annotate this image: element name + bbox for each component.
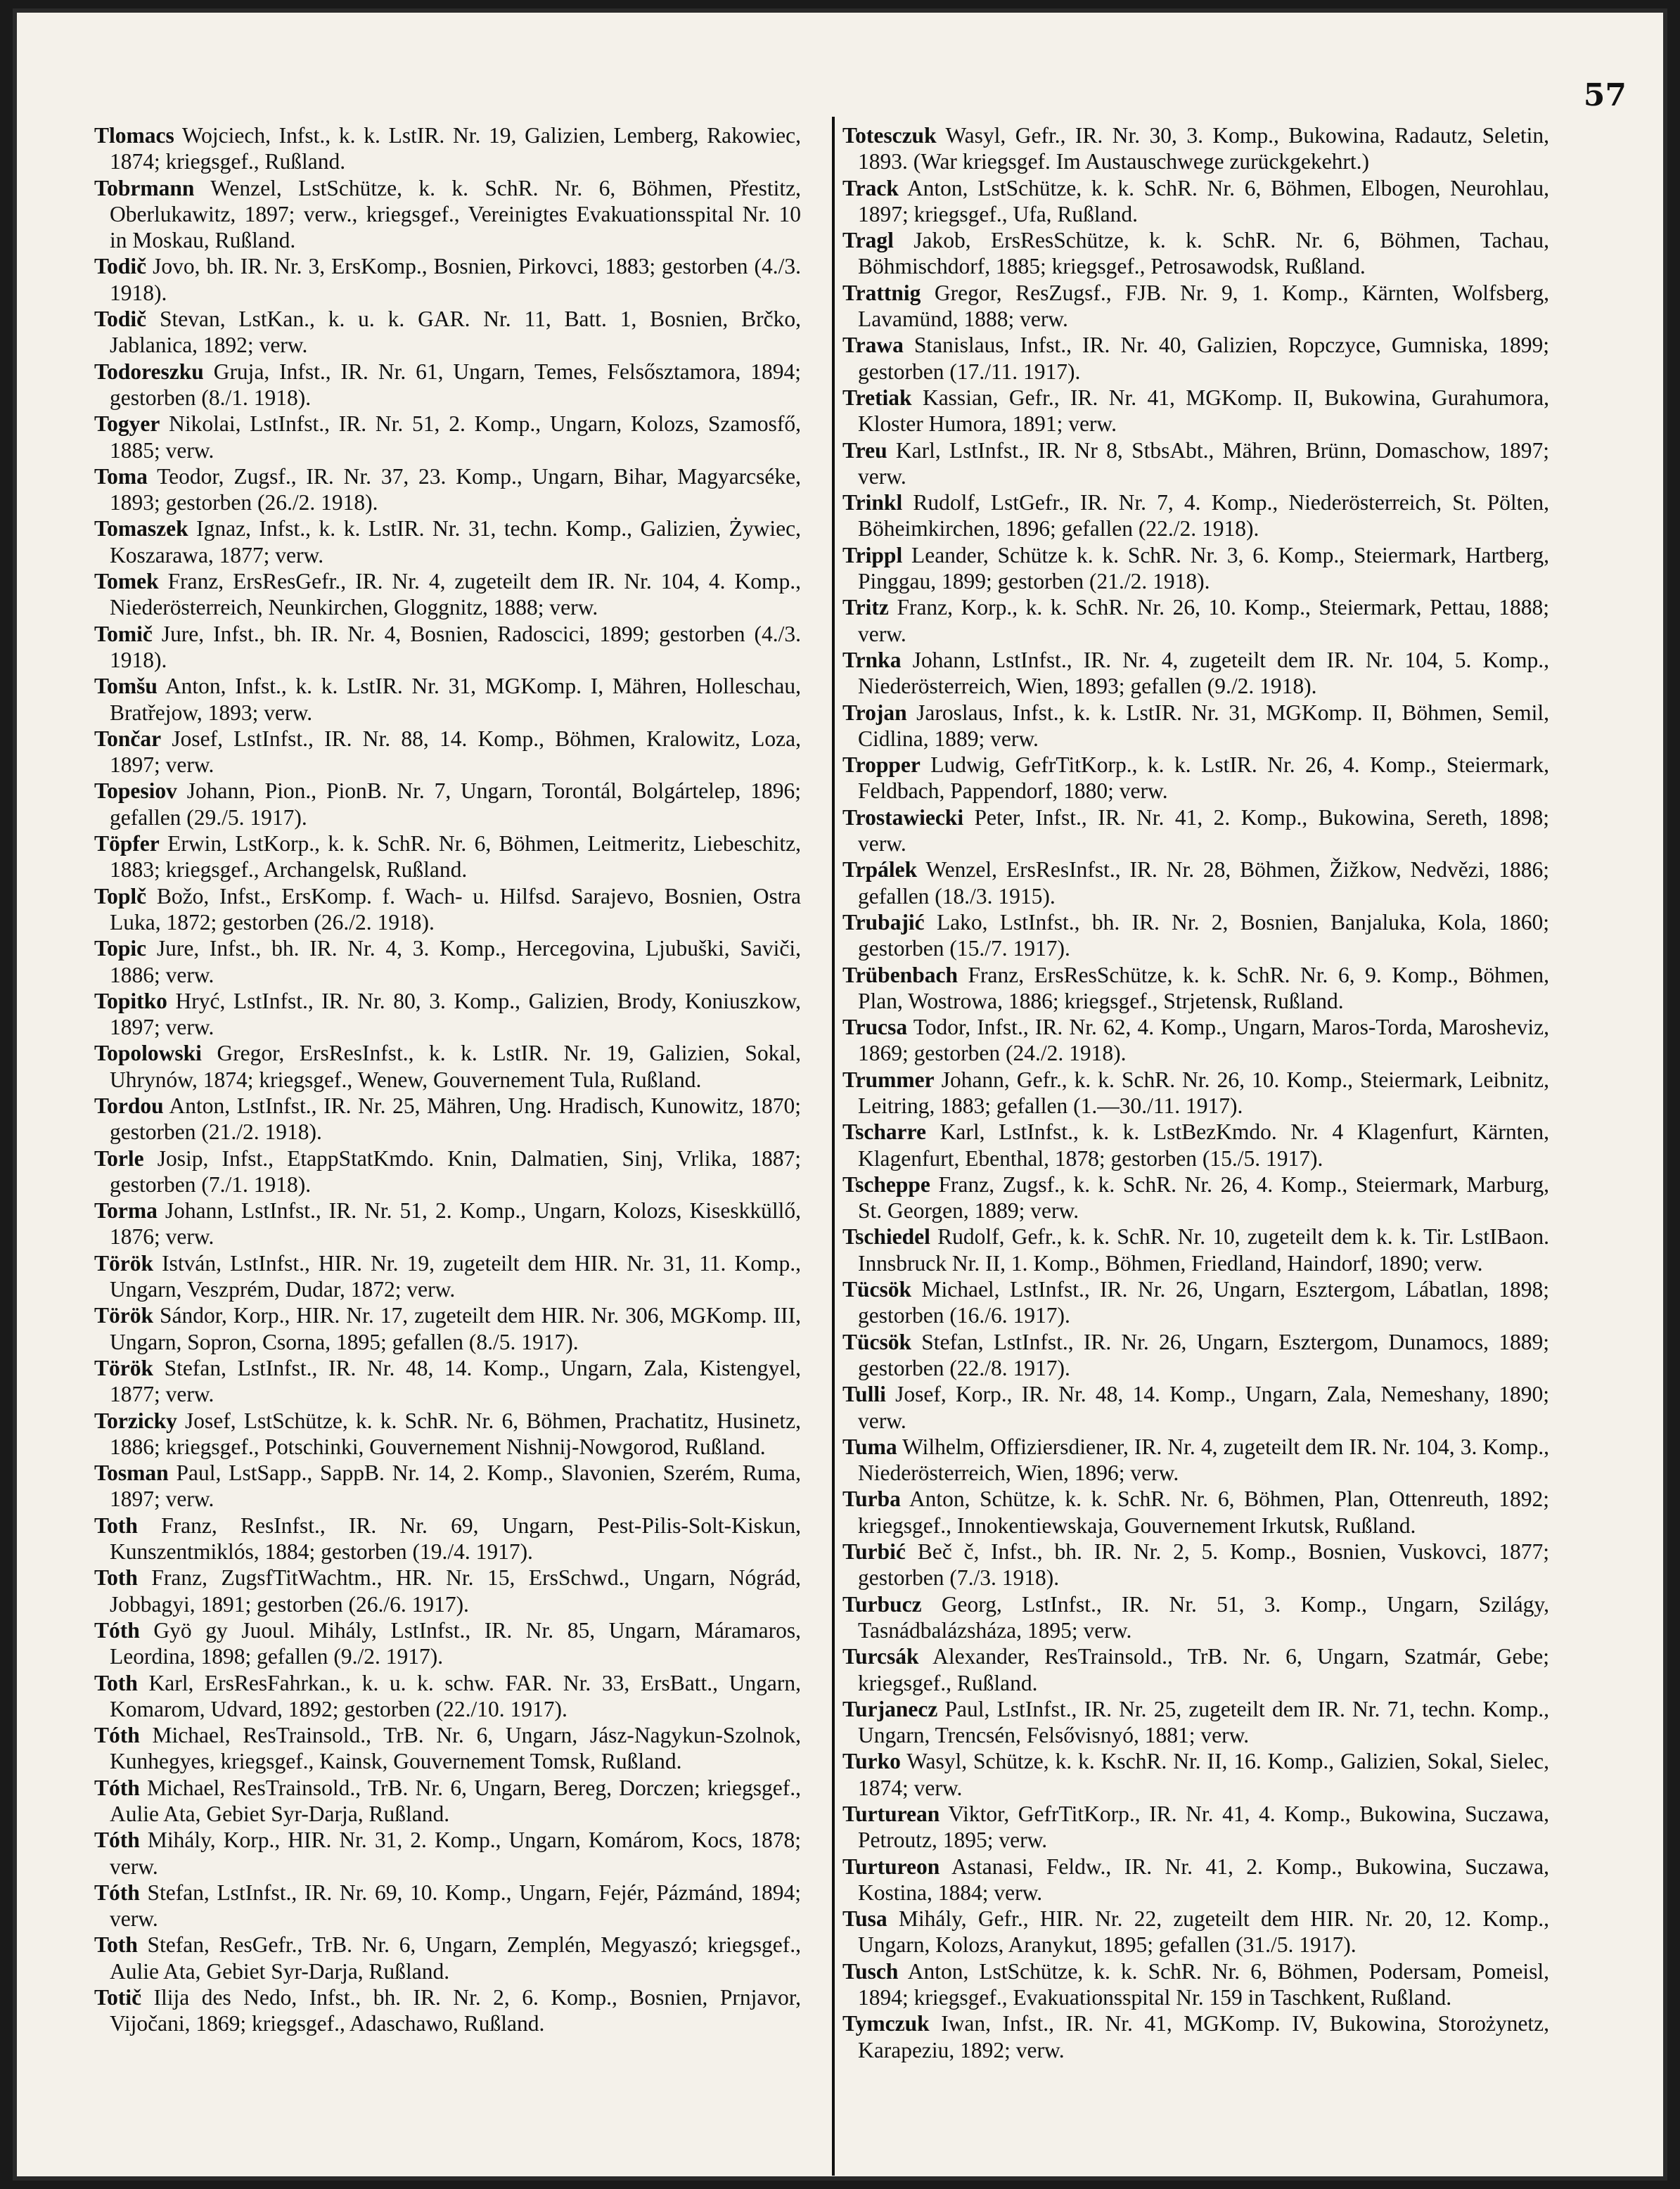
list-entry xyxy=(842,1539,1549,1591)
list-entry xyxy=(94,411,801,463)
entry-surname: Toma xyxy=(94,463,148,489)
list-entry xyxy=(94,1932,801,1984)
list-entry xyxy=(842,1329,1549,1382)
entry-details: Gruja, Infst., IR. Nr. 61, Ungarn, Temes, Felsősztamora, 1894; gestorben (8./1. 1918). xyxy=(110,359,801,410)
entry-surname: Togyer xyxy=(94,411,160,437)
list-entry xyxy=(842,700,1549,752)
entry-surname: Toth xyxy=(94,1932,138,1958)
entry-details: Gregor, ErsResInfst., k. k. LstIR. Nr. 19, Galizien, Sokal, Uhrynów, 1874; kriegsgef., Wenew, Gouvernement Tula, Rußland. xyxy=(110,1041,801,1092)
entry-surname: Todič xyxy=(94,254,147,279)
list-entry xyxy=(94,1670,801,1723)
list-entry xyxy=(94,621,801,674)
list-entry xyxy=(94,359,801,411)
list-entry xyxy=(842,1906,1549,1958)
entry-details: Ludwig, GefrTitKorp., k. k. LstIR. Nr. 26, 4. Komp., Steiermark, Feldbach, Pappendorf, 1880; verw. xyxy=(858,752,1549,804)
entry-surname: Tymczuk xyxy=(842,2011,930,2036)
entry-details: Viktor, GefrTitKorp., IR. Nr. 41, 4. Komp., Bukowina, Suczawa, Petroutz, 1895; verw. xyxy=(858,1802,1549,1853)
entry-surname: Tomšu xyxy=(94,674,158,699)
entry-details: Sándor, Korp., HIR. Nr. 17, zugeteilt dem HIR. Nr. 306, MGKomp. III, Ungarn, Sopron, Csorna, 1895; gefallen (8./5. 1917). xyxy=(110,1303,801,1354)
list-entry xyxy=(94,1408,801,1461)
list-entry xyxy=(94,175,801,254)
entry-details: Jure, Infst., bh. IR. Nr. 4, Bosnien, Radoscici, 1899; gestorben (4./3. 1918). xyxy=(110,621,801,672)
entry-details: Stefan, ResGefr., TrB. Nr. 6, Ungarn, Zemplén, Megyaszó; kriegsgef., Aulie Ata, Gebiet Syr-Darja, Rußland. xyxy=(110,1932,801,1984)
entry-details: Franz, ZugsfTitWachtm., HR. Nr. 15, ErsSchwd., Ungarn, Nógrád, Jobbagyi, 1891; gestorben (26./6. 1917). xyxy=(110,1565,801,1617)
entry-surname: Turtureon xyxy=(842,1854,940,1879)
list-entry xyxy=(94,988,801,1041)
entry-surname: Toplč xyxy=(94,883,147,909)
entry-details: Nikolai, LstInfst., IR. Nr. 51, 2. Komp., Ungarn, Kolozs, Szamosfő, 1885; verw. xyxy=(110,411,801,463)
entry-details: Rudolf, Gefr., k. k. SchR. Nr. 10, zugeteilt dem k. k. Tir. LstIBaon. Innsbruck Nr. II, 1. Komp., Böhmen, Friedland, Haindorf, 1890; verw. xyxy=(858,1224,1549,1276)
entry-details: Johann, LstInfst., IR. Nr. 51, 2. Komp., Ungarn, Kolozs, Kiseskküllő, 1876; verw. xyxy=(110,1198,801,1250)
entry-details: Josef, LstInfst., IR. Nr. 88, 14. Komp., Böhmen, Kralowitz, Loza, 1897; verw. xyxy=(110,726,801,778)
entry-details: Jure, Infst., bh. IR. Nr. 4, 3. Komp., Hercegovina, Ljubuški, Saviči, 1886; verw. xyxy=(110,936,801,987)
entry-surname: Trpálek xyxy=(842,857,918,882)
list-entry xyxy=(94,1565,801,1617)
entry-details: Rudolf, LstGefr., IR. Nr. 7, 4. Komp., Niederösterreich, St. Pölten, Böheimkirchen, 1896; gefallen (22./2. 1918). xyxy=(858,490,1549,541)
entry-surname: Tusa xyxy=(842,1906,887,1932)
entry-surname: Turcsák xyxy=(842,1644,919,1669)
list-entry xyxy=(842,280,1549,333)
entry-details: Stefan, LstInfst., IR. Nr. 48, 14. Komp., Ungarn, Zala, Kistengyel, 1877; verw. xyxy=(110,1355,801,1407)
document-page xyxy=(13,8,1667,2181)
entry-surname: Trucsa xyxy=(842,1015,908,1040)
entry-surname: Torle xyxy=(94,1145,144,1171)
entry-surname: Trnka xyxy=(842,647,902,672)
entry-details: Franz, ErsResGefr., IR. Nr. 4, zugeteilt dem IR. Nr. 104, 4. Komp., Niederösterreich, Neunkirchen, Gloggnitz, 1888; verw. xyxy=(110,569,801,620)
list-entry xyxy=(842,909,1549,962)
entry-surname: Tomek xyxy=(94,569,159,594)
entry-surname: Topesiov xyxy=(94,778,177,804)
list-entry xyxy=(842,856,1549,909)
list-entry xyxy=(842,1014,1549,1067)
list-entry xyxy=(842,594,1549,647)
list-entry xyxy=(94,1617,801,1670)
entry-details: Kassian, Gefr., IR. Nr. 41, MGKomp. II, Bukowina, Gurahumora, Kloster Humora, 1891; verw. xyxy=(858,385,1549,437)
entry-surname: Török xyxy=(94,1303,154,1328)
entry-details: Franz, ErsResSchütze, k. k. SchR. Nr. 6, 9. Komp., Böhmen, Plan, Wostrowa, 1886; kriegsgef., Strjetensk, Rußland. xyxy=(858,962,1549,1013)
list-entry xyxy=(94,673,801,726)
list-entry xyxy=(94,726,801,778)
entry-details: Astanasi, Feldw., IR. Nr. 41, 2. Komp., Bukowina, Suczawa, Kostina, 1884; verw. xyxy=(858,1854,1549,1905)
entry-surname: Trubajić xyxy=(842,909,925,935)
list-entry xyxy=(94,830,801,883)
entry-details: Božo, Infst., ErsKomp. f. Wach- u. Hilfsd. Sarajevo, Bosnien, Ostra Luka, 1872; gestorben (26./2. 1918). xyxy=(110,883,801,935)
entry-surname: Tlomacs xyxy=(94,123,174,148)
list-entry xyxy=(94,1827,801,1880)
entry-details: Karl, LstInfst., k. k. LstBezKmdo. Nr. 4 Klagenfurt, Kärnten, Klagenfurt, Ebenthal, 1878; gestorben (15./5. 1917). xyxy=(858,1119,1549,1171)
entry-surname: Tomaszek xyxy=(94,516,188,541)
entry-surname: Tóth xyxy=(94,1828,140,1853)
entry-surname: Totesczuk xyxy=(842,123,937,148)
entry-details: Franz, Korp., k. k. SchR. Nr. 26, 10. Komp., Steiermark, Pettau, 1888; verw. xyxy=(858,595,1549,646)
entry-details: Paul, LstInfst., IR. Nr. 25, zugeteilt dem IR. Nr. 71, techn. Komp., Ungarn, Trencsén, Felsővisnyó, 1881; verw. xyxy=(858,1696,1549,1748)
entry-surname: Torma xyxy=(94,1198,158,1224)
entry-details: Anton, LstSchütze, k. k. SchR. Nr. 6, Böhmen, Elbogen, Neurohlau, 1897; kriegsgef., Ufa, Rußland. xyxy=(858,175,1549,226)
entry-surname: Török xyxy=(94,1250,154,1276)
entry-details: Stanislaus, Infst., IR. Nr. 40, Galizien, Ropczyce, Gumniska, 1899; gestorben (17./11. 1917). xyxy=(858,333,1549,384)
entry-details: Karl, LstInfst., IR. Nr 8, StbsAbt., Mähren, Brünn, Domaschow, 1897; verw. xyxy=(858,437,1549,489)
list-entry xyxy=(842,1854,1549,1906)
entry-surname: Trippl xyxy=(842,542,903,567)
entry-surname: Tóth xyxy=(94,1723,140,1748)
list-entry xyxy=(94,1040,801,1093)
list-entry xyxy=(94,1250,801,1303)
entry-surname: Tscheppe xyxy=(842,1171,930,1197)
entry-details: Iwan, Infst., IR. Nr. 41, MGKomp. IV, Bukowina, Storożynetz, Karapeziu, 1892; verw. xyxy=(858,2011,1549,2062)
entry-surname: Trawa xyxy=(842,333,904,358)
list-entry xyxy=(842,1381,1549,1434)
entry-details: Wasyl, Gefr., IR. Nr. 30, 3. Komp., Bukowina, Radautz, Seletin, 1893. (War kriegsgef. Im Austauschwege zurückgekehrt.) xyxy=(858,123,1549,174)
list-entry xyxy=(842,227,1549,280)
entry-surname: Tücsök xyxy=(842,1277,912,1302)
entry-details: Michael, ResTrainsold., TrB. Nr. 6, Ungarn, Bereg, Dorczen; kriegsgef., Aulie Ata, Gebiet Syr-Darja, Rußland. xyxy=(110,1775,801,1826)
list-entry xyxy=(94,1513,801,1565)
list-entry xyxy=(94,122,801,175)
entry-details: Paul, LstSapp., SappB. Nr. 14, 2. Komp., Slavonien, Szerém, Ruma, 1897; verw. xyxy=(110,1461,801,1512)
list-entry xyxy=(842,1067,1549,1119)
entry-surname: Topolowski xyxy=(94,1041,202,1066)
entry-surname: Tomič xyxy=(94,621,153,646)
entry-surname: Trinkl xyxy=(842,490,903,515)
list-entry xyxy=(842,962,1549,1015)
entry-surname: Toth xyxy=(94,1513,138,1538)
left-column xyxy=(94,122,801,2037)
entry-details: Beč č, Infst., bh. IR. Nr. 2, 5. Komp., Bosnien, Vuskovci, 1877; gestorben (7./3. 1918). xyxy=(858,1539,1549,1591)
entry-surname: Totič xyxy=(94,1985,142,2010)
entry-details: Jakob, ErsResSchütze, k. k. SchR. Nr. 6, Böhmen, Tachau, Böhmischdorf, 1885; kriegsgef., Petrosawodsk, Rußland. xyxy=(858,228,1549,279)
entry-details: Ilija des Nedo, Infst., bh. IR. Nr. 2, 6. Komp., Bosnien, Prnjavor, Vijočani, 1869; kriegsgef., Adaschawo, Rußland. xyxy=(110,1985,801,2036)
entry-details: Lako, LstInfst., bh. IR. Nr. 2, Bosnien, Banjaluka, Kola, 1860; gestorben (15./7. 1917). xyxy=(858,909,1549,961)
entry-surname: Trattnig xyxy=(842,280,921,305)
entry-surname: Trummer xyxy=(842,1067,935,1092)
entry-surname: Treu xyxy=(842,437,887,463)
entry-details: Hryć, LstInfst., IR. Nr. 80, 3. Komp., Galizien, Brody, Koniuszkow, 1897; verw. xyxy=(110,988,801,1040)
entry-details: Wasyl, Schütze, k. k. KschR. Nr. II, 16. Komp., Galizien, Sokal, Sielec, 1874; verw. xyxy=(858,1749,1549,1800)
entry-surname: Tscharre xyxy=(842,1119,927,1145)
list-entry xyxy=(842,1591,1549,1644)
list-entry xyxy=(842,2010,1549,2063)
list-entry xyxy=(94,1880,801,1932)
entry-details: Anton, Infst., k. k. LstIR. Nr. 31, MGKomp. I, Mähren, Holleschau, Bratřejow, 1893; verw. xyxy=(110,674,801,725)
entry-surname: Trostawiecki xyxy=(842,804,964,830)
list-entry xyxy=(842,437,1549,490)
list-entry xyxy=(94,1145,801,1198)
entry-surname: Tschiedel xyxy=(842,1224,930,1250)
entry-surname: Topic xyxy=(94,936,147,961)
entry-surname: Toth xyxy=(94,1670,138,1695)
list-entry xyxy=(842,542,1549,595)
entry-details: Mihály, Korp., HIR. Nr. 31, 2. Komp., Ungarn, Komárom, Kocs, 1878; verw. xyxy=(110,1828,801,1879)
entry-surname: Tragl xyxy=(842,228,894,253)
entry-details: Wojciech, Infst., k. k. LstIR. Nr. 19, Galizien, Lemberg, Rakowiec, 1874; kriegsgef., Rußland. xyxy=(110,123,801,174)
list-entry xyxy=(842,647,1549,700)
entry-details: Josef, Korp., IR. Nr. 48, 14. Komp., Ungarn, Zala, Nemeshany, 1890; verw. xyxy=(858,1382,1549,1433)
entry-surname: Turbić xyxy=(842,1539,906,1565)
entry-surname: Toth xyxy=(94,1565,138,1591)
page-number: 57 xyxy=(1583,77,1627,113)
entry-details: Peter, Infst., IR. Nr. 41, 2. Komp., Bukowina, Sereth, 1898; verw. xyxy=(858,804,1549,856)
entry-surname: Todoreszku xyxy=(94,359,204,384)
list-entry xyxy=(842,385,1549,437)
list-entry xyxy=(842,1119,1549,1171)
list-entry xyxy=(842,752,1549,804)
entry-surname: Tuma xyxy=(842,1434,897,1459)
list-entry xyxy=(842,1171,1549,1224)
entry-surname: Tretiak xyxy=(842,385,912,410)
entry-details: Stefan, LstInfst., IR. Nr. 69, 10. Komp., Ungarn, Fejér, Pázmánd, 1894; verw. xyxy=(110,1880,801,1932)
entry-details: István, LstInfst., HIR. Nr. 19, zugeteilt dem HIR. Nr. 31, 11. Komp., Ungarn, Veszprém, Dudar, 1872; verw. xyxy=(110,1250,801,1302)
list-entry xyxy=(94,778,801,830)
list-entry xyxy=(94,1302,801,1355)
entry-surname: Turko xyxy=(842,1749,901,1774)
list-entry xyxy=(94,463,801,516)
entry-surname: Turturean xyxy=(842,1802,940,1826)
entry-details: Michael, ResTrainsold., TrB. Nr. 6, Ungarn, Jász-Nagykun-Szolnok, Kunhegyes, kriegsgef., Kainsk, Gouvernement Tomsk, Rußland. xyxy=(110,1723,801,1774)
entry-details: Johann, Pion., PionB. Nr. 7, Ungarn, Torontál, Bolgártelep, 1896; gefallen (29./5. 1917). xyxy=(110,778,801,830)
entry-surname: Track xyxy=(842,175,899,200)
list-entry xyxy=(842,1434,1549,1487)
list-entry xyxy=(94,306,801,359)
entry-surname: Töpfer xyxy=(94,831,160,856)
entry-details: Alexander, ResTrainsold., TrB. Nr. 6, Ungarn, Szatmár, Gebe; kriegsgef., Rußland. xyxy=(858,1644,1549,1695)
entry-surname: Tosman xyxy=(94,1461,169,1486)
entry-surname: Turba xyxy=(842,1487,901,1512)
list-entry xyxy=(94,515,801,568)
entry-surname: Todič xyxy=(94,307,147,332)
entry-surname: Trojan xyxy=(842,700,907,725)
entry-surname: Tulli xyxy=(842,1382,886,1407)
entry-details: Johann, Gefr., k. k. SchR. Nr. 26, 10. Komp., Steiermark, Leibnitz, Leitring, 1883; gefallen (1.—30./11. 1917). xyxy=(858,1067,1549,1118)
entry-details: Stefan, LstInfst., IR. Nr. 26, Ungarn, Esztergom, Dunamocs, 1889; gestorben (22./8. 1917). xyxy=(858,1329,1549,1380)
entry-details: Wenzel, LstSchütze, k. k. SchR. Nr. 6, Böhmen, Přestitz, Oberlukawitz, 1897; verw., kriegsgef., Vereinigtes Evakuationsspital Nr. 10 in Moskau, Rußland. xyxy=(110,175,801,253)
entry-surname: Tóth xyxy=(94,1617,140,1643)
entry-details: Ignaz, Infst., k. k. LstIR. Nr. 31, techn. Komp., Galizien, Żywiec, Koszarawa, 1877; verw. xyxy=(110,516,801,567)
entry-details: Michael, LstInfst., IR. Nr. 26, Ungarn, Esztergom, Lábatlan, 1898; gestorben (16./6. 1917). xyxy=(858,1277,1549,1328)
list-entry xyxy=(842,332,1549,385)
entry-details: Josip, Infst., EtappStatKmdo. Knin, Dalmatien, Sinj, Vrlika, 1887; gestorben (7./1. 1918). xyxy=(110,1145,801,1197)
entry-details: Todor, Infst., IR. Nr. 62, 4. Komp., Ungarn, Maros-Torda, Marosheviz, 1869; gestorben (24./2. 1918). xyxy=(858,1015,1549,1066)
list-entry xyxy=(94,568,801,621)
list-entry xyxy=(94,253,801,306)
entry-details: Anton, LstInfst., IR. Nr. 25, Mähren, Ung. Hradisch, Kunowitz, 1870; gestorben (21./2. 1918). xyxy=(110,1093,801,1145)
entry-details: Franz, Zugsf., k. k. SchR. Nr. 26, 4. Komp., Steiermark, Marburg, St. Georgen, 1889; verw. xyxy=(858,1171,1549,1224)
entry-surname: Turjanecz xyxy=(842,1696,938,1721)
entry-details: Stevan, LstKan., k. u. k. GAR. Nr. 11, Batt. 1, Bosnien, Brčko, Jablanica, 1892; verw. xyxy=(110,307,801,358)
list-entry xyxy=(94,1722,801,1775)
entry-details: Georg, LstInfst., IR. Nr. 51, 3. Komp., Ungarn, Szilágy, Tasnádbalázsháza, 1895; verw. xyxy=(858,1591,1549,1643)
list-entry xyxy=(842,1748,1549,1801)
entry-surname: Tobrmann xyxy=(94,175,195,200)
list-entry xyxy=(842,1958,1549,2011)
list-entry xyxy=(842,122,1549,175)
entry-surname: Tóth xyxy=(94,1880,140,1905)
entry-surname: Tordou xyxy=(94,1093,164,1118)
entry-details: Wenzel, ErsResInfst., IR. Nr. 28, Böhmen, Žižkow, Nedvězi, 1886; gefallen (18./3. 1915). xyxy=(858,857,1549,909)
list-entry xyxy=(94,935,801,988)
list-entry xyxy=(842,804,1549,857)
entry-details: Gyö gy Juoul. Mihály, LstInfst., IR. Nr. 85, Ungarn, Máramaros, Leordina, 1898; gefallen (9./2. 1917). xyxy=(110,1617,801,1669)
entry-details: Teodor, Zugsf., IR. Nr. 37, 23. Komp., Ungarn, Bihar, Magyarcséke, 1893; gestorben (26./2. 1918). xyxy=(110,463,801,515)
list-entry xyxy=(842,1696,1549,1749)
list-entry xyxy=(842,1224,1549,1276)
list-entry xyxy=(94,883,801,936)
list-entry xyxy=(94,1093,801,1145)
list-entry xyxy=(842,1276,1549,1329)
entry-details: Mihály, Gefr., HIR. Nr. 22, zugeteilt dem HIR. Nr. 20, 12. Komp., Ungarn, Kolozs, Aranykut, 1895; gefallen (31./5. 1917). xyxy=(858,1906,1549,1958)
list-entry xyxy=(94,1775,801,1828)
list-entry xyxy=(842,1801,1549,1854)
right-column xyxy=(833,122,1549,2063)
entry-details: Anton, LstSchütze, k. k. SchR. Nr. 6, Böhmen, Podersam, Pomeisl, 1894; kriegsgef., Evakuationsspital Nr. 159 in Taschkent, Rußland. xyxy=(858,1958,1549,2010)
entry-details: Leander, Schütze k. k. SchR. Nr. 3, 6. Komp., Steiermark, Hartberg, Pinggau, 1899; gestorben (21./2. 1918). xyxy=(858,542,1549,594)
entry-surname: Tusch xyxy=(842,1958,899,1984)
list-entry xyxy=(842,1643,1549,1696)
entry-details: Wilhelm, Offiziersdiener, IR. Nr. 4, zugeteilt dem IR. Nr. 104, 3. Komp., Niederösterreich, Wien, 1896; verw. xyxy=(858,1434,1549,1486)
entry-details: Gregor, ResZugsf., FJB. Nr. 9, 1. Komp., Kärnten, Wolfsberg, Lavamünd, 1888; verw. xyxy=(858,280,1549,332)
list-entry xyxy=(842,489,1549,542)
entry-details: Johann, LstInfst., IR. Nr. 4, zugeteilt dem IR. Nr. 104, 5. Komp., Niederösterreich, Wien, 1893; gefallen (9./2. 1918). xyxy=(858,647,1549,699)
entry-surname: Török xyxy=(94,1355,154,1380)
list-entry xyxy=(94,1460,801,1513)
entry-details: Jaroslaus, Infst., k. k. LstIR. Nr. 31, MGKomp. II, Böhmen, Semil, Cidlina, 1889; verw. xyxy=(858,700,1549,751)
entry-surname: Trübenbach xyxy=(842,962,958,987)
entry-surname: Topitko xyxy=(94,988,167,1013)
entry-surname: Tropper xyxy=(842,752,921,778)
entry-surname: Tritz xyxy=(842,595,889,620)
entry-details: Josef, LstSchütze, k. k. SchR. Nr. 6, Böhmen, Prachatitz, Husinetz, 1886; kriegsgef., Potschinki, Gouvernement Nishnij-Nowgorod, Rußland. xyxy=(110,1408,801,1459)
entry-details: Karl, ErsResFahrkan., k. u. k. schw. FAR. Nr. 33, ErsBatt., Ungarn, Komarom, Udvard, 1892; gestorben (22./10. 1917). xyxy=(110,1670,801,1721)
list-entry xyxy=(94,1984,801,2037)
list-entry xyxy=(842,175,1549,228)
entry-surname: Tóth xyxy=(94,1775,140,1800)
entry-details: Anton, Schütze, k. k. SchR. Nr. 6, Böhmen, Plan, Ottenreuth, 1892; kriegsgef., Innokentiewskaja, Gouvernement Irkutsk, Rußland. xyxy=(858,1487,1549,1538)
entry-details: Franz, ResInfst., IR. Nr. 69, Ungarn, Pest-Pilis-Solt-Kiskun, Kunszentmiklós, 1884; gestorben (19./4. 1917). xyxy=(110,1513,801,1565)
entry-surname: Torzicky xyxy=(94,1408,177,1433)
entry-details: Jovo, bh. IR. Nr. 3, ErsKomp., Bosnien, Pirkovci, 1883; gestorben (4./3. 1918). xyxy=(110,254,801,305)
entry-details: Erwin, LstKorp., k. k. SchR. Nr. 6, Böhmen, Leitmeritz, Liebeschitz, 1883; kriegsgef., Archangelsk, Rußland. xyxy=(110,831,801,882)
list-entry xyxy=(94,1355,801,1408)
entry-surname: Tücsök xyxy=(842,1329,912,1354)
entry-surname: Tončar xyxy=(94,726,162,751)
list-entry xyxy=(842,1486,1549,1539)
entry-surname: Turbucz xyxy=(842,1591,922,1617)
list-entry xyxy=(94,1198,801,1250)
